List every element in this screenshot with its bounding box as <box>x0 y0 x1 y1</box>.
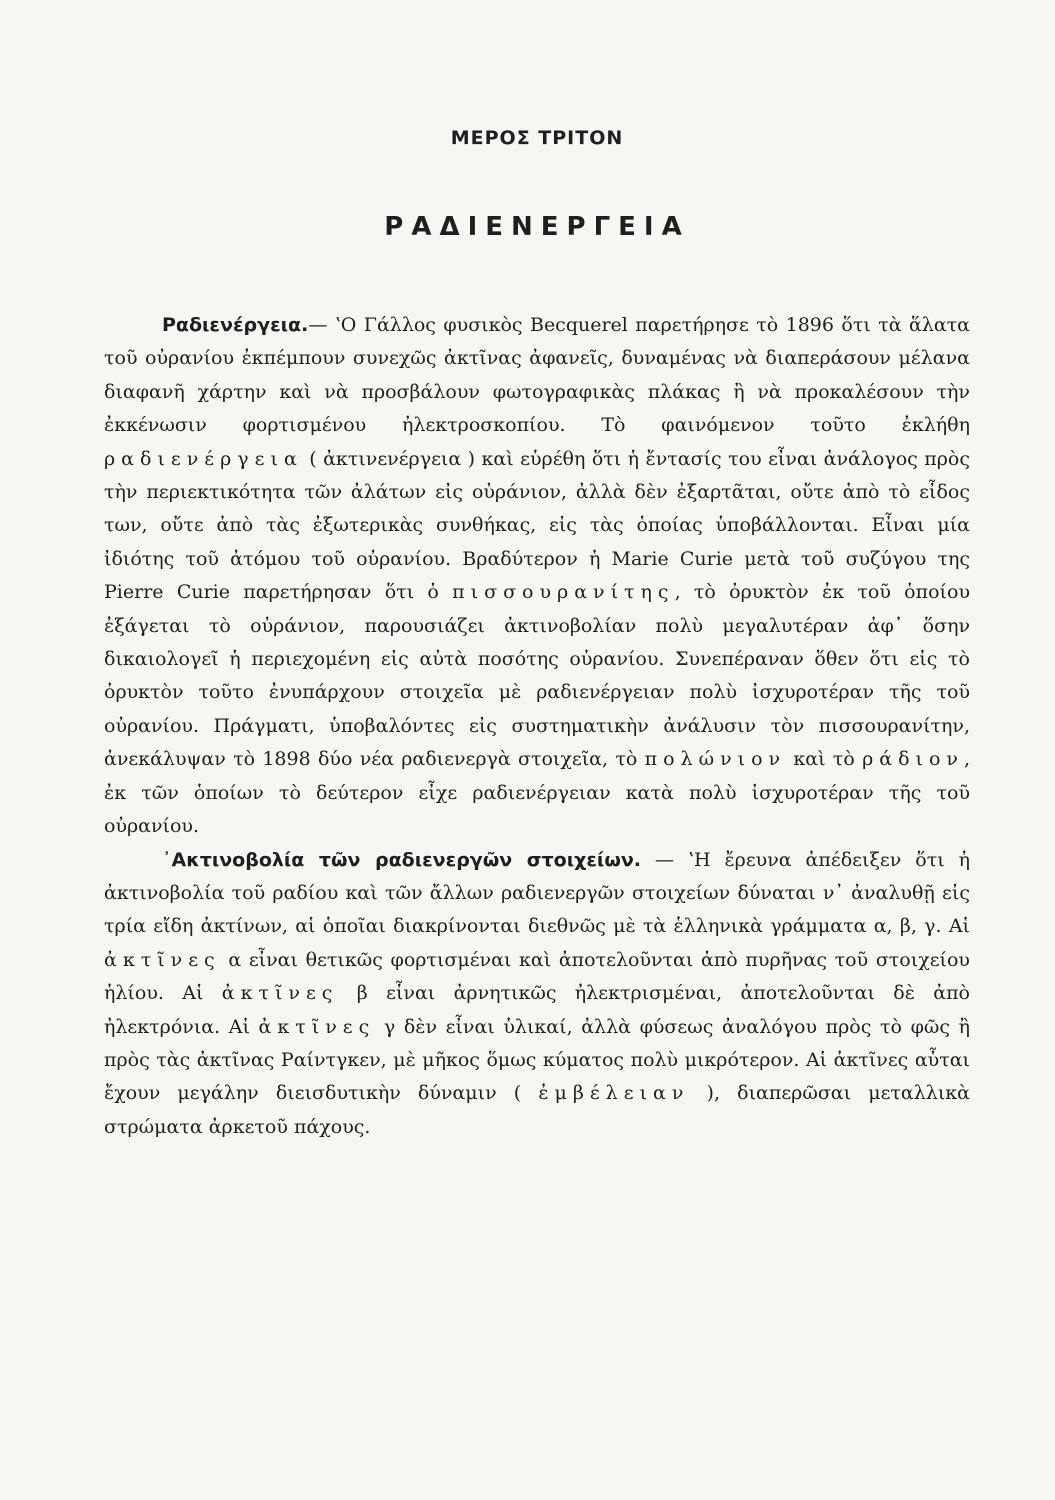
paragraph-text: — ʽΗ ἔρευνα ἀπέδειξεν ὅτι ἡ ἀκτινοβολία τοῦ ραδίου καὶ τῶν ἄλλων ραδιενεργῶν στοιχείων δύναται ν᾽ ἀναλυθῇ εἰς τρία εἴδη ἀκτίνων, αἱ ὁποῖαι διακρίνονται διεθνῶς μὲ τὰ ἑλληνικὰ γράμματα α, β, γ. Αἱ <box>104 848 970 938</box>
spaced-term: ἀκτῖνες <box>104 948 221 971</box>
paragraph-text: β εἶναι ἀρνητικῶς ἠλεκτρισμέναι, ἀποτελοῦνται δὲ ἀπὸ ἠλεκτρόνια. Αἱ <box>104 982 970 1038</box>
spaced-term: ἐμβέλειαν <box>538 1082 690 1105</box>
paragraph-text: α εἶναι θετικῶς φορτισμέναι καὶ ἀποτελοῦνται ἀπὸ πυρῆνας τοῦ στοιχείου ἡλίου. Αἱ <box>104 948 970 1005</box>
body-text <box>104 309 970 1144</box>
paragraph-text: — ʽΟ Γάλλος φυσικὸς Becquerel παρετήρησε τὸ 1896 ὅτι τὰ ἅλατα τοῦ οὐρανίου ἐκπέμπουν συνεχῶς ἀκτῖνας ἀφανεῖς, δυναμένας νὰ διαπεράσουν μέλανα διαφανῆ χάρτην καὶ νὰ προσβάλουν φωτογραφικὰς πλάκας ἢ νὰ προκαλέσουν τὴν ἐκκένωσιν φορτισμένου ἠλεκτροσκοπίου. Τὸ φαινόμενον τοῦτο ἐκλήθη <box>104 314 970 437</box>
spaced-term: ράδιον <box>862 748 964 771</box>
chapter-title: ΡΑΔΙΕΝΕΡΓΕΙΑ <box>384 212 690 242</box>
spaced-term: πολώνιον <box>644 748 787 771</box>
paragraph-radiation <box>104 844 970 1145</box>
paragraph-text: , ἐκ τῶν ὁποίων τὸ δεύτερον εἶχε ραδιενέργειαν κατὰ πολὺ ἰσχυροτέραν τῆς τοῦ οὐρανίου. <box>104 748 970 838</box>
paragraph-text: ( ἀκτινενέργεια ) καὶ εὑρέθη ὅτι ἡ ἔντασίς του εἶναι ἀνάλογος πρὸς τὴν περιεκτικότητα τῶν ἀλάτων εἰς οὐράνιον, ἀλλὰ δὲν ἐξαρτᾶται, οὔτε ἀπὸ τὸ εἶδος των, οὔτε ἀπὸ τὰς ἐξωτερικὰς συνθήκας, εἰς τὰς ὁποίας ὑποβάλλονται. Εἶναι μία ἰδιότης τοῦ ἀτόμου τοῦ οὐρανίου. Βραδύτερον ἡ Marie Curie μετὰ τοῦ συζύγου της Pierre Curie παρετήρησαν ὅτι ὁ <box>104 447 970 604</box>
spaced-term: ραδιενέργεια <box>104 447 303 470</box>
paragraph-radioactivity <box>104 309 970 844</box>
paragraph-text: καὶ τὸ <box>786 748 863 771</box>
section-title-radiation: ᾽Ακτινοβολία τῶν ραδιενεργῶν στοιχείων. <box>162 848 642 871</box>
part-title: ΜΕΡΟΣ ΤΡΙΤΟΝ <box>450 127 624 149</box>
spaced-term: ἀκτῖνες <box>221 982 339 1005</box>
section-title-radioactivity: Ραδιενέργεια. <box>162 314 309 336</box>
paragraph-text: , τὸ ὀρυκτὸν ἐκ τοῦ ὁποίου ἐξάγεται τὸ οὐράνιον, παρουσιάζει ἀκτινοβολίαν πολὺ μεγαλυτέραν ἀφ᾽ ὅσην δικαιολογεῖ ἡ περιεχομένη εἰς αὐτὰ ποσότης οὐρανίου. Συνεπέραναν ὅθεν ὅτι εἰς τὸ ὀρυκτὸν τοῦτο ἐνυπάρχουν στοιχεῖα μὲ ραδιενέργειαν πολὺ ἰσχυροτέραν τῆς τοῦ οὐρανίου. Πράγματι, ὑποβαλόντες εἰς συστηματικὴν ἀνάλυσιν τὸν πισσουρανίτην, ἀνεκάλυψαν τὸ 1898 δύο νέα ραδιενεργὰ στοιχεῖα, τὸ <box>104 581 970 771</box>
paragraph-text: ), διαπερῶσαι μεταλλικὰ στρώματα ἀρκετοῦ πάχους. <box>104 1082 970 1138</box>
paragraph-text: γ δὲν εἶναι ὑλικαί, ἀλλὰ φύσεως ἀναλόγου πρὸς τὸ φῶς ἢ πρὸς τὰς ἀκτῖνας Ραίντγκεν, μὲ μῆκος ὅμως κύματος πολὺ μικρότερον. Αἱ ἀκτῖνες αὗται ἔχουν μεγάλην διεισδυτικὴν δύναμιν ( <box>104 1015 970 1105</box>
spaced-term: ἀκτῖνες <box>258 1015 376 1038</box>
spaced-term: πισσουρανίτης <box>452 581 675 604</box>
